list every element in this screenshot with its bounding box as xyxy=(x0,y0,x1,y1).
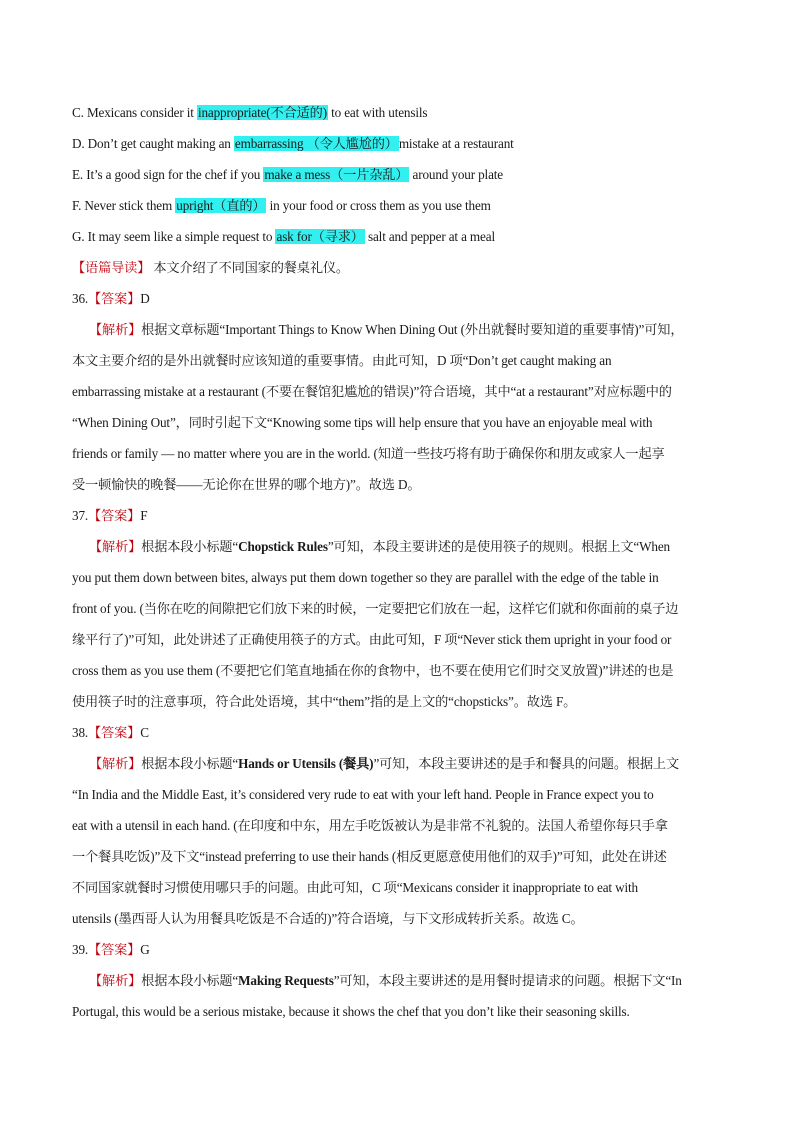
answer-value: G xyxy=(140,942,150,957)
option-text: G. It may seem like a simple request to xyxy=(72,229,276,244)
analysis-text: 不同国家就餐时习惯使用哪只手的问题。由此可知，C 项“Mexicans consider it inappropriate to eat with xyxy=(72,880,638,895)
analysis-text: you put them down between bites, always put them down together so they are parallel with the edge of the table in xyxy=(72,570,659,585)
option-text: mistake at a restaurant xyxy=(398,136,514,151)
analysis-line xyxy=(72,475,724,495)
option-c xyxy=(72,103,724,123)
analysis-text: embarrassing mistake at a restaurant (不要在餐馆犯尴尬的错误)”符合语境，其中“at a restaurant”对应标题中的 xyxy=(72,384,672,399)
analysis-line xyxy=(72,661,724,681)
option-e xyxy=(72,165,724,185)
option-text: F. Never stick them xyxy=(72,198,176,213)
option-f xyxy=(72,196,724,216)
section-subtitle: Hands or Utensils (餐具) xyxy=(238,756,374,771)
question-number: 39. xyxy=(72,942,89,957)
analysis-text: 根据本段小标题“ xyxy=(141,539,239,554)
answer-heading xyxy=(72,723,724,743)
analysis-text: 一个餐具吃饭)”及下文“instead preferring to use their hands (相反更愿意使用他们的双手)”可知，此处在讲述 xyxy=(72,849,667,864)
analysis-line xyxy=(72,630,724,650)
analysis-text: 根据本段小标题“ xyxy=(141,973,239,988)
analysis-line xyxy=(72,909,724,929)
analysis-line xyxy=(72,816,724,836)
question-number: 38. xyxy=(72,725,89,740)
analysis-text: Portugal, this would be a serious mistake, because it shows the chef that you don’t like their seasoning skills. xyxy=(72,1004,630,1019)
analysis-line xyxy=(72,878,724,898)
analysis-text: ”可知，本段主要讲述的是使用筷子的规则。根据上文“When xyxy=(327,539,670,554)
analysis-text: front of you. (当你在吃的间隙把它们放下来的时候，一定要把它们放在一起，这样它们就和你面前的桌子边 xyxy=(72,601,679,616)
analysis-label: 【解析】 xyxy=(89,973,142,988)
analysis-line xyxy=(72,692,724,712)
analysis-line xyxy=(89,971,724,991)
option-highlight: upright（直的） xyxy=(176,198,266,213)
analysis-line xyxy=(72,413,724,433)
answer-label: 【答案】 xyxy=(88,942,141,957)
analysis-line xyxy=(72,599,724,619)
analysis-line xyxy=(72,568,724,588)
analysis-text: utensils (墨西哥人认为用餐具吃饭是不合适的)”符合语境，与下文形成转折关系。故选 C。 xyxy=(72,911,584,926)
analysis-label: 【解析】 xyxy=(89,322,142,337)
option-d xyxy=(72,134,724,154)
question-number: 36. xyxy=(72,291,89,306)
question-number: 37. xyxy=(72,508,89,523)
guide-text: 本文介绍了不同国家的餐桌礼仪。 xyxy=(150,260,349,275)
option-g xyxy=(72,227,724,247)
analysis-text: “When Dining Out”，同时引起下文“Knowing some tips will help ensure that you have an enjoyable meal with xyxy=(72,415,653,430)
option-text: E. It’s a good sign for the chef if you xyxy=(72,167,264,182)
analysis-line xyxy=(89,537,724,557)
option-text: to eat with utensils xyxy=(327,105,428,120)
analysis-text: 受一顿愉快的晚餐——无论你在世界的哪个地方)”。故选 D。 xyxy=(72,477,421,492)
analysis-line xyxy=(72,847,724,867)
analysis-label: 【解析】 xyxy=(89,539,142,554)
answer-label: 【答案】 xyxy=(88,508,141,523)
option-highlight: ask for（寻求） xyxy=(276,229,364,244)
analysis-line xyxy=(89,320,724,340)
answer-heading xyxy=(72,506,724,526)
analysis-line xyxy=(89,754,724,774)
analysis-text: 缘平行了)”可知，此处讲述了正确使用筷子的方式。由此可知，F 项“Never stick them upright in your food or xyxy=(72,632,672,647)
option-text: salt and pepper at a meal xyxy=(364,229,495,244)
section-subtitle: Chopstick Rules xyxy=(238,539,328,554)
analysis-text: eat with a utensil in each hand. (在印度和中东，用左手吃饭被认为是非常不礼貌的。法国人希望你每只手拿 xyxy=(72,818,668,833)
option-highlight: embarrassing （令人尴尬的） xyxy=(234,136,398,151)
analysis-text: ”可知，本段主要讲述的是手和餐具的问题。根据上文 xyxy=(373,756,680,771)
option-text: in your food or cross them as you use them xyxy=(266,198,491,213)
passage-guide xyxy=(72,258,724,278)
guide-label: 【语篇导读】 xyxy=(72,260,151,275)
analysis-line xyxy=(72,785,724,805)
section-subtitle: Making Requests xyxy=(238,973,334,988)
answer-value: C xyxy=(140,725,149,740)
option-highlight: inappropriate(不合适的) xyxy=(197,105,327,120)
option-text: D. Don’t get caught making an xyxy=(72,136,234,151)
analysis-line xyxy=(72,1002,724,1022)
analysis-text: 根据本段小标题“ xyxy=(141,756,239,771)
option-text: C. Mexicans consider it xyxy=(72,105,197,120)
answer-value: F xyxy=(140,508,148,523)
analysis-label: 【解析】 xyxy=(89,756,142,771)
answer-value: D xyxy=(140,291,150,306)
analysis-line xyxy=(72,382,724,402)
analysis-line xyxy=(72,351,724,371)
analysis-text: 根据文章标题“Important Things to Know When Dining Out (外出就餐时要知道的重要事情)”可知， xyxy=(141,322,684,337)
answer-heading xyxy=(72,289,724,309)
answer-heading xyxy=(72,940,724,960)
analysis-text: friends or family — no matter where you are in the world. (知道一些技巧将有助于确保你和朋友或家人一起享 xyxy=(72,446,665,461)
analysis-text: ”可知，本段主要讲述的是用餐时提请求的问题。根据下文“In xyxy=(333,973,682,988)
analysis-text: 使用筷子时的注意事项，符合此处语境，其中“them”指的是上文的“chopsticks”。故选 F。 xyxy=(72,694,577,709)
answer-label: 【答案】 xyxy=(88,725,141,740)
answer-label: 【答案】 xyxy=(88,291,141,306)
analysis-text: cross them as you use them (不要把它们笔直地插在你的食物中，也不要在使用它们时交叉放置)”讲述的也是 xyxy=(72,663,674,678)
option-highlight: make a mess（一片杂乱） xyxy=(264,167,409,182)
analysis-text: 本文主要介绍的是外出就餐时应该知道的重要事情。由此可知，D 项“Don’t get caught making an xyxy=(72,353,612,368)
option-text: around your plate xyxy=(409,167,503,182)
analysis-line xyxy=(72,444,724,464)
analysis-text: “In India and the Middle East, it’s considered very rude to eat with your left hand. People in France expect you to xyxy=(72,787,654,802)
